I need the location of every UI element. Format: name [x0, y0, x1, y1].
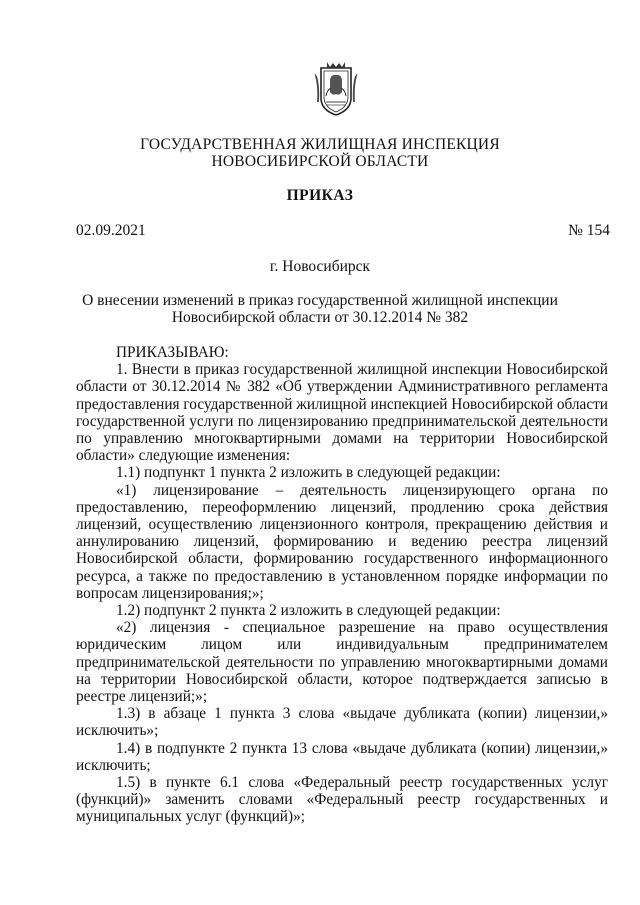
document-type-title: ПРИКАЗ — [286, 187, 354, 204]
document-city: г. Новосибирск — [269, 258, 371, 275]
subject-line2: Новосибирской области от 30.12.2014 № 382 — [171, 309, 469, 326]
paragraph-1: 1. Внести в приказ государственной жилищной инспекции Новосибирской области от 30.12.2014 № 382 «Об утверждении Административного регламента предоставления государственной жилищной инспекцией Новосибирской области государственной услуги по лицензированию предпринимательской деятельности по управлению многоквартирными домами на территории Новосибирской области» следующие изменения: — [76, 361, 608, 465]
subject-line1: О внесении изменений в приказ государственной жилищной инспекции — [82, 292, 558, 309]
document-body — [76, 344, 608, 826]
paragraph-1-4: 1.4) в подпункте 2 пункта 13 слова «выдаче дубликата (копии) лицензии,» исключить; — [76, 739, 608, 774]
paragraph-1-5: 1.5) в пункте 6.1 слова «Федеральный реестр государственных услуг (функций)» заменить словами «Федеральный реестр государственных и муниципальных услуг (функций)»; — [76, 774, 608, 826]
agency-name-line1: ГОСУДАРСТВЕННАЯ ЖИЛИЩНАЯ ИНСПЕКЦИЯ — [140, 136, 500, 153]
document-date: 02.09.2021 — [76, 222, 146, 239]
paragraph-1-1: 1.1) подпункт 1 пункта 2 изложить в следующей редакции: — [116, 464, 501, 482]
document-number: № 154 — [568, 222, 610, 239]
agency-name-line2: НОВОСИБИРСКОЙ ОБЛАСТИ — [211, 153, 429, 170]
paragraph-1-1-text: «1) лицензирование – деятельность лицензирующего органа по предоставлению, переоформлению лицензий, продлению срока действия лицензий, осуществлению лицензионного контроля, прекращению действия и аннулированию лицензий, формированию и ведению реестра лицензий Новосибирской области, формированию государственного информационного ресурса, а также по предоставлению в установленном порядке информации по вопросам лицензирования;»; — [76, 481, 608, 602]
coat-of-arms-icon — [313, 58, 359, 118]
paragraph-1-2: 1.2) подпункт 2 пункта 2 изложить в следующей редакции: — [116, 602, 501, 620]
paragraph-1-3: 1.3) в абзаце 1 пункта 3 слова «выдаче дубликата (копии) лицензии,» исключить»; — [76, 705, 608, 740]
order-word: ПРИКАЗЫВАЮ: — [116, 344, 229, 361]
paragraph-1-2-text: «2) лицензия - специальное разрешение на право осуществления юридическим лицом или индивидуальным предпринимателем предпринимательской деятельности по управлению многоквартирными домами на территории Новосибирской области, которое подтверждается записью в реестре лицензий;»; — [76, 619, 608, 706]
